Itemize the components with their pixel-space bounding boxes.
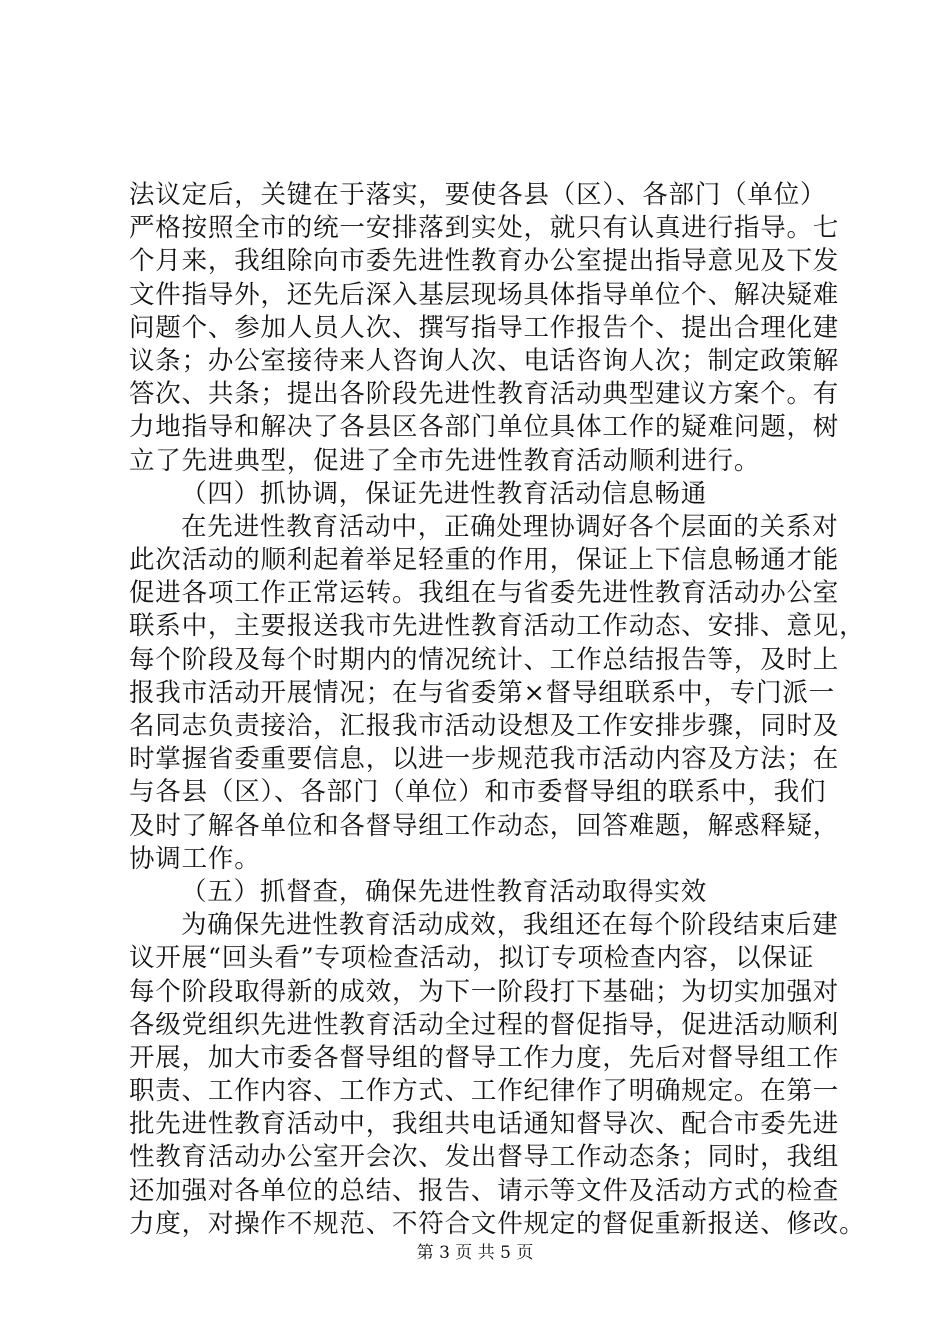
text-line: 法议定后，关键在于落实，要使各县（区）、各部门（单位） <box>129 180 827 210</box>
text-line: 批先进性教育活动中，我组共电话通知督导次、配合市委先进 <box>129 1109 840 1140</box>
paragraph-supervision <box>129 909 866 1241</box>
text-line: 在先进性教育活动中，正确处理协调好各个层面的关系对 <box>181 511 839 542</box>
section-heading-coordination: （四）抓协调，保证先进性教育活动信息畅通 <box>181 478 708 509</box>
text-line: 报我市活动开展情况；在与省委第×督导组联系中，专门派一 <box>129 677 835 708</box>
document-body <box>129 179 866 1241</box>
text-line: 促进各项工作正常运转。我组在与省委先进性教育活动办公室 <box>129 578 840 609</box>
text-line: 联系中，主要报送我市先进性教育活动工作动态、安排、意见， <box>129 611 866 642</box>
text-line: 文件指导外，还先后深入基层现场具体指导单位个、解决疑难 <box>129 279 840 310</box>
text-line: 立了先进典型，促进了全市先进性教育活动顺利进行。 <box>129 445 761 476</box>
text-line: 问题个、参加人员人次、撰写指导工作报告个、提出合理化建 <box>129 312 840 343</box>
text-line: 此次活动的顺利起着举足轻重的作用，保证上下信息畅通才能 <box>129 545 840 576</box>
page-footer: 第 3 页 共 5 页 <box>416 1243 534 1263</box>
text-line: 力度，对操作不规范、不符合文件规定的督促重新报送、修改。 <box>129 1208 866 1239</box>
text-line: 协调工作。 <box>129 843 261 874</box>
text-line: 个月来，我组除向市委先进性教育办公室提出指导意见及下发 <box>129 246 840 277</box>
text-line: 各级党组织先进性教育活动全过程的督促指导，促进活动顺利 <box>129 1009 840 1040</box>
text-line: 为确保先进性教育活动成效，我组还在每个阶段结束后建 <box>181 910 839 941</box>
text-line: 开展，加大市委各督导组的督导工作力度，先后对督导组工作 <box>129 1042 840 1073</box>
text-line: 名同志负责接洽，汇报我市活动设想及工作安排步骤，同时及 <box>129 711 840 741</box>
text-line: 及时了解各单位和各督导组工作动态，回答难题，解惑释疑， <box>129 810 840 841</box>
text-line: 力地指导和解决了各县区各部门单位具体工作的疑难问题，树 <box>129 412 840 443</box>
text-line: 性教育活动办公室开会次、发出督导工作动态条；同时，我组 <box>129 1142 840 1173</box>
paragraph-coordination <box>129 511 866 876</box>
text-line: 每个阶段及每个时期内的情况统计、工作总结报告等，及时上 <box>129 644 840 675</box>
text-line: 每个阶段取得新的成效，为下一阶段打下基础；为切实加强对 <box>129 976 840 1007</box>
text-line: 时掌握省委重要信息，以进一步规范我市活动内容及方法；在 <box>129 744 840 775</box>
text-line: 议开展“回头看”专项检查活动，拟订专项检查内容，以保证 <box>129 943 815 974</box>
text-line: 答次、共条；提出各阶段先进性教育活动典型建议方案个。有 <box>129 379 840 410</box>
section-heading-supervision: （五）抓督查，确保先进性教育活动取得实效 <box>181 876 708 907</box>
paragraph-guidance <box>129 179 841 478</box>
text-line: 议条；办公室接待来人咨询人次、电话咨询人次；制定政策解 <box>129 345 840 376</box>
text-line: 还加强对各单位的总结、报告、请示等文件及活动方式的检查 <box>129 1175 840 1206</box>
text-line: 职责、工作内容、工作方式、工作纪律作了明确规定。在第一 <box>129 1076 840 1107</box>
text-line: 与各县（区）、各部门（单位）和市委督导组的联系中，我们 <box>129 777 827 808</box>
text-line: 严格按照全市的统一安排落到实处，就只有认真进行指导。七 <box>129 213 840 244</box>
